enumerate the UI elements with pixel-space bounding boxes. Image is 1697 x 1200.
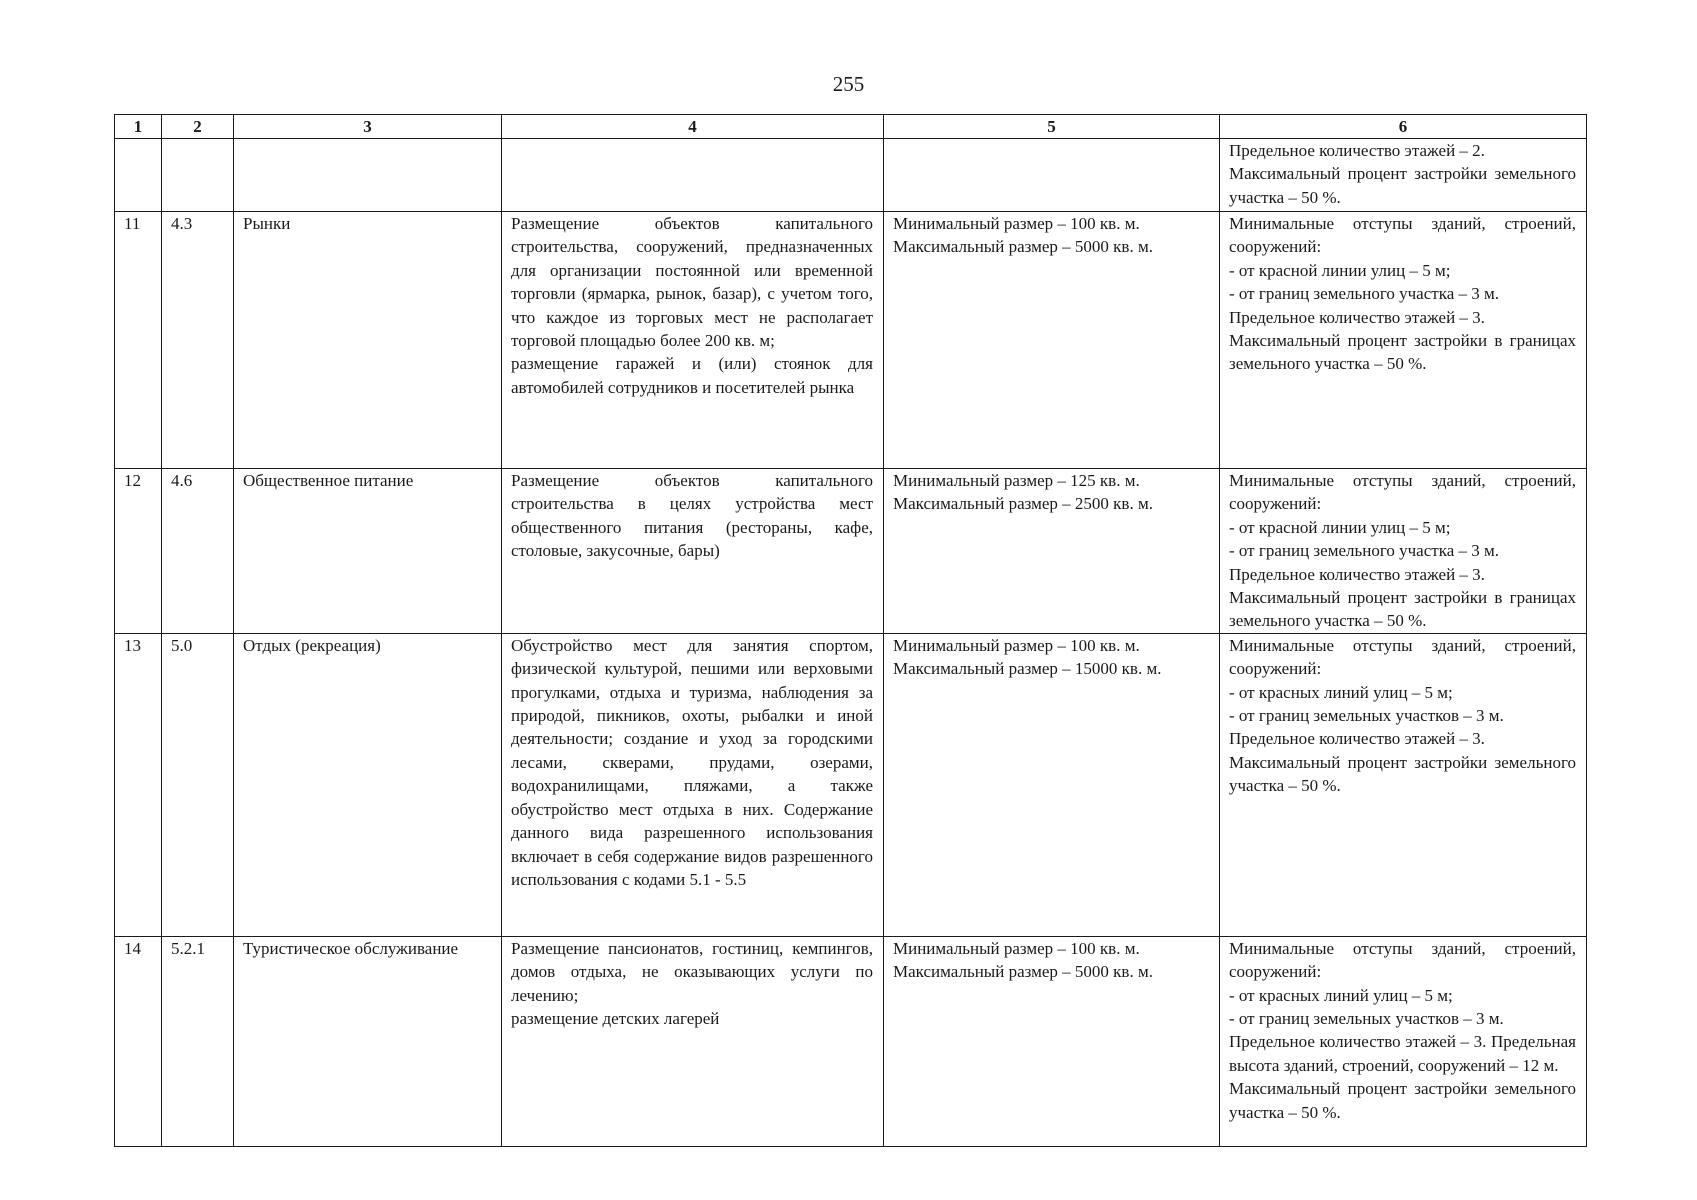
param-line: Предельное количество этажей – 2.	[1229, 141, 1485, 160]
cell-params	[1220, 936, 1587, 1146]
cell-size	[884, 633, 1220, 936]
description-line: Размещение объектов капитального строительства, сооружений, предназначенных для организации постоянной или временной торговли (ярмарка, рынок, базар), с учетом того, что каждое из торговых мест не располагает торговой площадью более 200 кв. м;	[511, 214, 873, 351]
page-number: 255	[832, 72, 865, 96]
size-line: Максимальный размер – 2500 кв. м.	[893, 494, 1153, 514]
cell-description	[502, 139, 884, 212]
cell-description	[502, 936, 884, 1146]
size-line: Минимальный размер – 100 кв. м.	[893, 938, 1140, 958]
cell-name: Рынки	[234, 212, 502, 469]
cell-name	[234, 139, 502, 212]
cell-params	[1220, 139, 1587, 212]
param-line: - от границ земельного участка – 3 м.	[1229, 541, 1499, 561]
size-line: Максимальный размер – 15000 кв. м.	[893, 659, 1162, 679]
param-line: Минимальные отступы зданий, строений, сооружений:	[1229, 635, 1576, 679]
description-line: размещение детских лагерей	[511, 1009, 720, 1029]
cell-size	[884, 212, 1220, 469]
param-line: - от границ земельного участка – 3 м.	[1229, 284, 1499, 304]
cell-number	[115, 139, 162, 212]
cell-size	[884, 936, 1220, 1146]
cell-code: 4.3	[162, 212, 234, 469]
description-line: размещение гаражей и (или) стоянок для автомобилей сотрудников и посетителей рынка	[511, 354, 873, 397]
cell-number: 14	[115, 936, 162, 1146]
param-line: - от границ земельных участков – 3 м.	[1229, 1009, 1504, 1029]
cell-code: 5.0	[162, 633, 234, 936]
param-line: Максимальный процент застройки земельного участка – 50 %.	[1229, 752, 1576, 796]
param-line: Предельное количество этажей – 3. Предельная высота зданий, строений, сооружений – 12 м.	[1229, 1032, 1576, 1075]
size-line: Максимальный размер – 5000 кв. м.	[893, 237, 1153, 257]
zoning-table	[114, 114, 1587, 1147]
size-line: Минимальный размер – 100 кв. м.	[893, 635, 1140, 655]
cell-name: Общественное питание	[234, 469, 502, 634]
cell-description	[502, 633, 884, 936]
cell-size	[884, 469, 1220, 634]
param-line: Минимальные отступы зданий, строений, сооружений:	[1229, 471, 1576, 514]
cell-name: Туристическое обслуживание	[234, 936, 502, 1146]
cell-number: 13	[115, 633, 162, 936]
column-header-4: 4	[502, 115, 884, 139]
param-line: - от границ земельных участков – 3 м.	[1229, 706, 1504, 726]
size-line: Максимальный размер – 5000 кв. м.	[893, 962, 1153, 982]
size-line: Минимальный размер – 125 кв. м.	[893, 471, 1140, 490]
cell-number: 12	[115, 469, 162, 634]
cell-params	[1220, 212, 1587, 469]
column-header-3: 3	[234, 115, 502, 139]
column-header-5: 5	[884, 115, 1220, 139]
param-line: Максимальный процент застройки земельного участка – 50 %.	[1229, 1079, 1576, 1122]
cell-size	[884, 139, 1220, 212]
param-line: - от красной линии улиц – 5 м;	[1229, 260, 1451, 280]
table-row	[115, 469, 1587, 634]
cell-code: 4.6	[162, 469, 234, 634]
column-header-2: 2	[162, 115, 234, 139]
table-row	[115, 212, 1587, 469]
param-line: Минимальные отступы зданий, строений, сооружений:	[1229, 214, 1576, 257]
param-line: Максимальный процент застройки в границах земельного участка – 50 %.	[1229, 588, 1576, 631]
table-row-continuation	[115, 139, 1587, 212]
param-line: - от красных линий улиц – 5 м;	[1229, 682, 1453, 702]
cell-description	[502, 212, 884, 469]
description-line: Размещение объектов капитального строительства в целях устройства мест общественного питания (рестораны, кафе, столовые, закусочные, бары)	[511, 471, 873, 561]
cell-name: Отдых (рекреация)	[234, 633, 502, 936]
size-line: Минимальный размер – 100 кв. м.	[893, 214, 1140, 233]
param-line: - от красной линии улиц – 5 м;	[1229, 517, 1451, 537]
cell-description	[502, 469, 884, 634]
param-line: Максимальный процент застройки в границах земельного участка – 50 %.	[1229, 331, 1576, 374]
cell-params	[1220, 633, 1587, 936]
cell-params	[1220, 469, 1587, 634]
param-line: Максимальный процент застройки земельного участка – 50 %.	[1229, 164, 1576, 207]
column-header-6: 6	[1220, 115, 1587, 139]
param-line: Предельное количество этажей – 3.	[1229, 307, 1485, 327]
cell-code: 5.2.1	[162, 936, 234, 1146]
cell-number: 11	[115, 212, 162, 469]
param-line: Предельное количество этажей – 3.	[1229, 564, 1485, 584]
description-line: Размещение пансионатов, гостиниц, кемпингов, домов отдыха, не оказывающих услуги по лечению;	[511, 938, 873, 1005]
description-line: Обустройство мест для занятия спортом, физической культурой, пешими или верховыми прогулками, отдыха и туризма, наблюдения за природой, пикников, охоты, рыбалки и иной деятельности; создание и уход за городскими лесами, скверами, прудами, озерами, водохранилищами, пляжами, а также обустройство мест отдыха в них. Содержание данного вида разрешенного использования включает в себя содержание видов разрешенного использования с кодами 5.1 - 5.5	[511, 635, 873, 889]
table-header-row	[115, 115, 1587, 139]
table-row	[115, 633, 1587, 936]
param-line: - от красных линий улиц – 5 м;	[1229, 985, 1453, 1005]
param-line: Минимальные отступы зданий, строений, сооружений:	[1229, 938, 1576, 982]
column-header-1: 1	[115, 115, 162, 139]
table-row	[115, 936, 1587, 1146]
cell-code	[162, 139, 234, 212]
param-line: Предельное количество этажей – 3.	[1229, 729, 1485, 749]
